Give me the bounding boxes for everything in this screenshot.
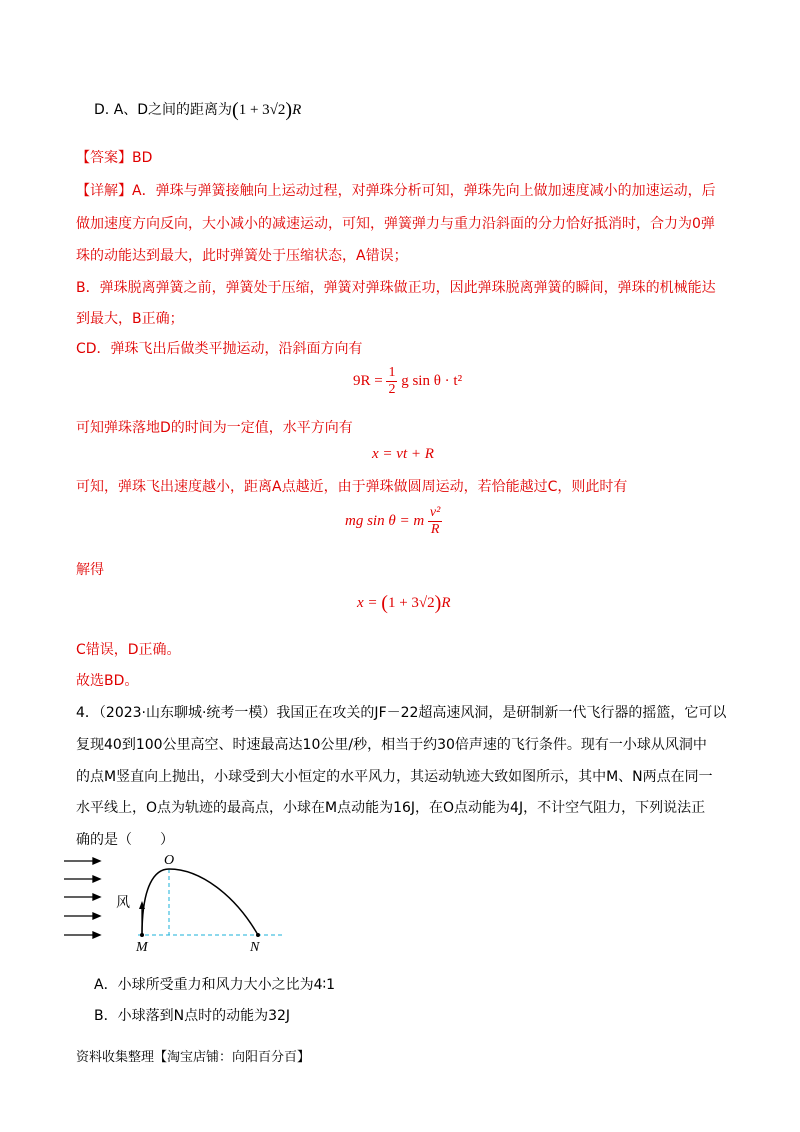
- question4-line-3: 的点M竖直向上抛出，小球受到大小恒定的水平风力，其运动轨迹大致如图所示，其中M、N两点在同一: [76, 769, 713, 785]
- equation-4: x = (1 + 3√2)R: [357, 592, 451, 614]
- explain-line-3: 珠的动能达到最大，此时弹簧处于压缩状态，A错误；: [76, 248, 408, 264]
- eq4-right: R: [441, 595, 451, 611]
- equation-3: [345, 505, 442, 538]
- explain-line-9: 解得: [76, 562, 104, 578]
- option-d-label: D.: [94, 102, 110, 118]
- wind-arrowhead-4: [93, 913, 100, 919]
- eq3-num: v²: [429, 505, 441, 520]
- question4-line-1: 4．（2023·山东聊城·统考一模）我国正在攻关的JF－22超高速风洞，是研制新一代飞行器的摇篮，它可以: [76, 705, 727, 721]
- explain-line-8: 可知，弹珠飞出速度越小，距离A点越近，由于弹珠做圆周运动，若恰能越过C，则此时有: [76, 479, 628, 495]
- explain-line-11: 故选BD。: [76, 673, 139, 689]
- option-a: A．小球所受重力和风力大小之比为4∶1: [94, 977, 336, 993]
- eq3-fraction: [428, 505, 442, 538]
- question4-line-2: 复现40到100公里高空、时速最高达10公里/秒，相当于约30倍声速的飞行条件。现有一小球从风洞中: [76, 737, 707, 753]
- eq3-den: R: [430, 522, 440, 537]
- explain-line-10: C错误，D正确。: [76, 642, 181, 658]
- explain-line-5: 到最大，B正确；: [76, 311, 184, 327]
- eq1-right: g sin θ · t²: [401, 372, 463, 389]
- trajectory-figure: [60, 845, 300, 955]
- label-o: O: [164, 853, 175, 868]
- explain-line-2: 做加速度方向反向，大小减小的减速运动，可知，弹簧弹力与重力沿斜面的分力恰好抵消时，合力为0弹: [76, 216, 715, 232]
- option-d-text: A、D之间的距离为: [113, 102, 233, 118]
- explain-line-1: 【详解】A．弹珠与弹簧接触向上运动过程，对弹珠分析可知，弹珠先向上做加速度减小的加速运动，后: [76, 183, 716, 199]
- eq3-left: mg sin θ = m: [345, 512, 425, 529]
- point-n-dot: [256, 933, 260, 937]
- option-d-expr-inner: 1 + 3√2: [238, 102, 286, 118]
- eq1-fraction: [386, 365, 397, 398]
- trajectory-curve: [142, 869, 258, 935]
- eq1-num: 1: [388, 365, 396, 380]
- explain-line-7: 可知弹珠落地D的时间为一定值，水平方向有: [76, 420, 353, 436]
- answer-line: 【答案】BD: [76, 150, 153, 166]
- point-m-dot: [140, 933, 144, 937]
- wind-arrowhead-3: [93, 894, 100, 900]
- equation-2: x = vt + R: [372, 446, 434, 462]
- label-m: M: [136, 940, 148, 955]
- footer-note: 资料收集整理【淘宝店铺：向阳百分百】: [76, 1050, 311, 1065]
- explain-line-4: B．弹珠脱离弹簧之前，弹簧处于压缩，弹簧对弹珠做正功，因此弹珠脱离弹簧的瞬间，弹珠的机械能达: [76, 280, 716, 296]
- question4-line-4: 水平线上，O点为轨迹的最高点，小球在M点动能为16J，在O点动能为4J，不计空气阻力，下列说法正: [76, 800, 706, 816]
- label-wind: 风: [116, 895, 130, 911]
- question4-line-5: 确的是（ ）: [76, 832, 174, 848]
- option-d-expr-after: R: [292, 102, 302, 118]
- eq1-den: 2: [388, 382, 396, 397]
- eq4-inner: 1 + 3√2: [387, 595, 435, 611]
- wind-arrows: [64, 858, 100, 938]
- eq4-left: x =: [357, 595, 378, 611]
- option-b: B．小球落到N点时的动能为32J: [94, 1008, 291, 1024]
- eq1-left: 9R =: [353, 372, 383, 389]
- wind-arrowhead-2: [93, 876, 100, 882]
- wind-arrowhead-1: [93, 858, 100, 864]
- explain-line-6: CD．弹珠飞出后做类平抛运动，沿斜面方向有: [76, 341, 363, 357]
- equation-1: [353, 365, 462, 398]
- label-n: N: [250, 940, 260, 955]
- wind-arrowhead-5: [93, 932, 100, 938]
- option-d-expression: (1 + 3√2)R: [232, 99, 302, 121]
- option-d: [94, 100, 301, 120]
